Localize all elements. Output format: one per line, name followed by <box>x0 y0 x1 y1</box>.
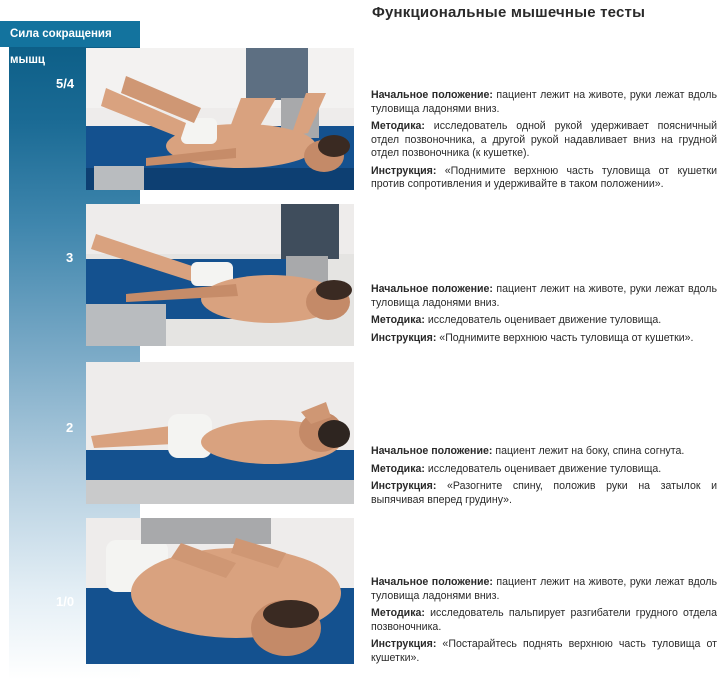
sidebar-tab: Сила сокращения мышц <box>0 21 140 47</box>
test-description-4 <box>371 576 717 669</box>
page-title: Функциональные мышечные тесты <box>372 4 646 21</box>
test-description-3 <box>371 445 717 511</box>
grade-label-2: 2 <box>66 420 74 435</box>
instruction-label: Инструкция: <box>371 480 437 492</box>
start-text: пациент лежит на животе, руки лежат вдоль туловища ладонями вниз. <box>371 576 718 602</box>
grade-label-1-0: 1/0 <box>56 594 75 609</box>
start-label: Начальное положение: <box>371 576 493 588</box>
instruction-text: «Поднимите верхнюю часть туловища от кушетки против сопротивления и удерживайте в таком положении». <box>371 164 717 190</box>
start-label: Начальное положение: <box>371 283 493 295</box>
photo-test-grade-3 <box>86 204 354 346</box>
instruction-label: Инструкция: <box>371 638 437 650</box>
test-description-2 <box>371 283 717 349</box>
photo-test-grade-1-0 <box>86 518 354 664</box>
start-text: пациент лежит на животе, руки лежат вдоль туловища ладонями вниз. <box>371 283 718 309</box>
instruction-text: «Разогните спину, положив руки на затылок и выпячивая вперед грудину». <box>371 480 717 506</box>
start-label: Начальное положение: <box>371 445 493 457</box>
test-description-1 <box>371 89 717 196</box>
instruction-label: Инструкция: <box>371 164 437 177</box>
method-text: исследователь пальпирует разгибатели грудного отдела позвоночника. <box>371 607 717 633</box>
method-label: Методика: <box>371 607 425 619</box>
method-label: Методика: <box>371 120 425 132</box>
instruction-text: «Постарайтесь поднять верхнюю часть туловища от кушетки». <box>371 638 717 664</box>
method-label: Методика: <box>371 462 425 475</box>
instruction-label: Инструкция: <box>371 331 437 344</box>
grade-label-3: 3 <box>66 250 74 265</box>
method-text: исследователь оценивает движение туловища. <box>424 314 662 326</box>
method-label: Методика: <box>371 314 425 326</box>
start-label: Начальное положение: <box>371 89 493 101</box>
method-text: исследователь одной рукой удерживает поясничный отдел позвоночника, а другой рукой надавливает вниз на грудной отдел позвоночника (к кушетке). <box>371 120 717 159</box>
photo-test-grade-5-4 <box>86 48 354 190</box>
photo-test-grade-2 <box>86 362 354 504</box>
start-text: пациент лежит на боку, спина согнута. <box>492 445 685 457</box>
method-text: исследователь оценивает движение туловища. <box>424 462 662 475</box>
instruction-text: «Поднимите верхнюю часть туловища от кушетки». <box>436 331 694 344</box>
grade-label-5-4: 5/4 <box>56 76 75 91</box>
start-text: пациент лежит на животе, руки лежат вдоль туловища ладонями вниз. <box>371 89 718 115</box>
